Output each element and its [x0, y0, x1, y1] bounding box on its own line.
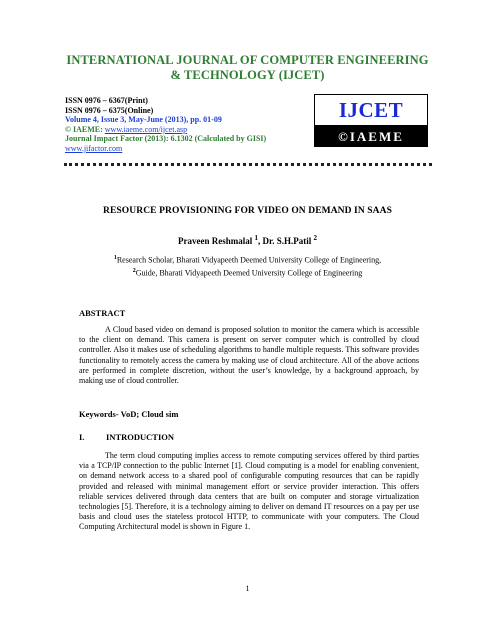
author-separator: , Dr. S.H.Patil [258, 236, 314, 246]
abstract-text: A Cloud based video on demand is proposed solution to monitor the camera which is accessible to the client on demand. This camera is present on server computer which is controlled by cloud controller. Also it makes use of scheduling algorithms to handle multiple requests. This software provides functionality to remotely access the camera by making use of cloud architecture. All of the above actions are performed in complete discretion, without the user’s knowledge, by a background approach, by making use of cloud controller. [79, 325, 419, 386]
introduction-body [79, 451, 419, 533]
impact-factor: Journal Impact Factor (2013): 6.1302 (Calculated by GISI) [65, 134, 267, 144]
jifactor-link[interactable]: www.jifactor.com [65, 143, 123, 153]
journal-title [40, 53, 455, 83]
issn-online: ISSN 0976 – 6375(Online) [65, 105, 154, 115]
iaeme-label: © IAEME: [65, 124, 105, 134]
iaeme-logo [314, 126, 428, 147]
volume-info: Volume 4, Issue 3, May-June (2013), pp. 01-09 [65, 115, 222, 125]
introduction-text: The term cloud computing implies access to remote computing services offered by third parties via a TCP/IP connection to the public Internet [1]. Cloud computing is a model for enabling convenient, on demand network access to a shared pool of configurable computing resources that can be rapidly provided and released with minimal management effort or service provider interaction. This offers reliable services delivered through data centers that are built on computer and storage virtualization technologies [5]. Therefore, it is a technology aiming to deliver on demand IT resources on a pay per use basis and cloud uses the stateless protocol HTTP, to communicate with your computers. The Cloud Computing Architectural model is shown in Figure 1. [79, 451, 419, 532]
issn-print: ISSN 0976 – 6367(Print) [65, 96, 148, 105]
journal-metadata [65, 96, 325, 154]
affiliation-2 [40, 266, 455, 279]
section-title: INTRODUCTION [106, 432, 175, 442]
keywords: Keywords- VoD; Cloud sim [79, 409, 179, 419]
dotted-divider [64, 163, 432, 170]
iaeme-logo-text: ©IAEME [338, 128, 404, 144]
ijcet-logo [314, 94, 428, 126]
section-number: I. [79, 432, 85, 442]
affil2-text: Guide, Bharati Vidyapeeth Deemed University College of Engineering [135, 268, 363, 278]
iaeme-line [65, 125, 325, 135]
author1-name: Praveen Reshmalal [178, 236, 255, 246]
iaeme-link[interactable]: www.iaeme.com/ijcet.asp [104, 124, 188, 134]
affil2-sup: 2 [132, 267, 136, 274]
abstract-heading: ABSTRACT [79, 308, 126, 318]
introduction-heading [79, 432, 174, 442]
journal-title-line2: & TECHNOLOGY (IJCET) [170, 68, 325, 82]
authors [40, 234, 455, 246]
affiliations [40, 253, 455, 278]
page-number: 1 [245, 584, 250, 593]
abstract-body [79, 325, 419, 386]
affil1-sup: 1 [113, 255, 117, 261]
author1-sup: 1 [254, 234, 259, 242]
journal-title-line1: INTERNATIONAL JOURNAL OF COMPUTER ENGINEERING [66, 53, 429, 67]
paper-title: RESOURCE PROVISIONING FOR VIDEO ON DEMAND IN SAAS [103, 206, 392, 216]
ijcet-logo-text: IJCET [338, 97, 404, 122]
affil1-text: Research Scholar, Bharati Vidyapeeth Deemed University College of Engineering, [116, 255, 382, 265]
author2-sup: 2 [313, 234, 317, 242]
affiliation-1 [40, 253, 455, 266]
